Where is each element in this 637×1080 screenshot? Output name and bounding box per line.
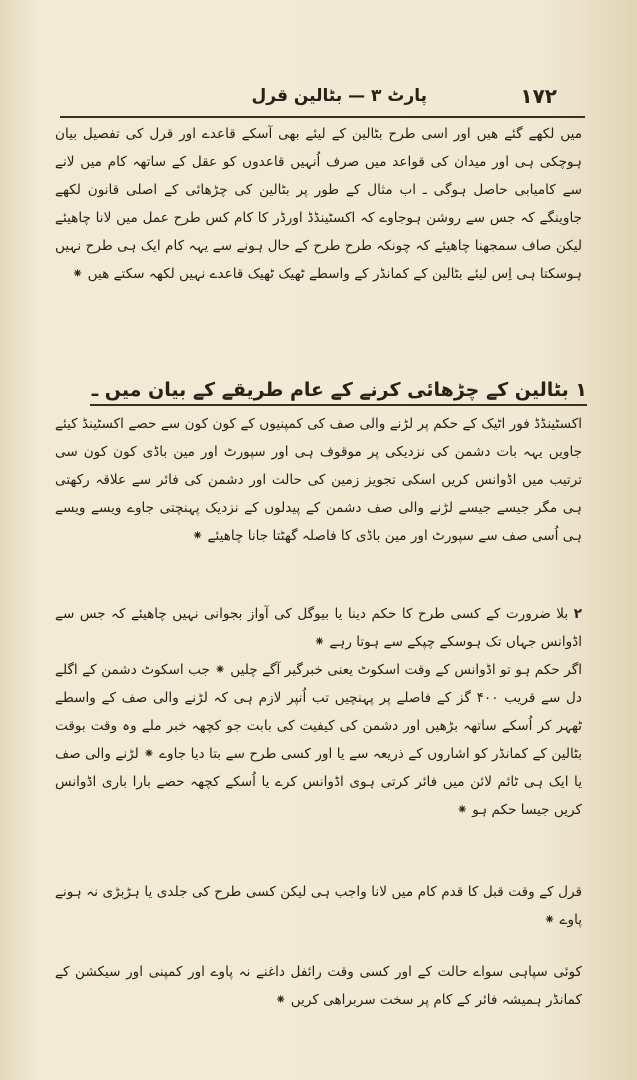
paragraph-4: [55, 878, 582, 934]
paragraph-5-text: کوئی سپاہی سواے حالت کے اور کسی وقت رائفل داغنے نہ پاوے اور کمپنی اور سیکشن کے کمانڈر ہمیشہ فائر کے کام پر سخت سربراھی کریں ⁕: [55, 964, 582, 1008]
header-rule: [60, 116, 585, 118]
running-head: پارٹ ۳ — بٹالین قرل: [251, 86, 427, 106]
paragraph-3-text: اگر حکم ہو تو اڈوانس کے وقت اسکوٹ یعنی خبرگیر آگے چلیں ⁕ جب اسکوٹ دشمن کے اگلے دل سے قریب ۴۰۰ گز کے فاصلے پر پہنچیں تب اُنپر لازم ہی کہ لڑنے والی صف کے واسطے ٹھہر کر اُسکے ساتھہ بڑھیں اور دشمن کی کیفیت کی بابت جو کچھہ خبر ملے وہ وقت بوقت بٹالین کے کمانڈر کو اشاروں کے ذریعہ سے یا اور کسی طرح سے بتا دیا جاوے ⁕ لڑنے والی صف یا ایک ہی ٹائم لائن میں فائر کرتی ہوی اڈوانس کرے یا اُسکے کچھہ حصے بارا باری اڈوانس کریں جیسا حکم ہو ⁕: [55, 662, 582, 818]
paragraph-1: [55, 410, 582, 550]
page-number: ۱۷۲: [520, 84, 557, 108]
intro-paragraph: [55, 120, 582, 288]
section-heading-underline: [90, 404, 587, 406]
paragraph-2: [55, 600, 582, 656]
paragraph-5: [55, 958, 582, 1014]
paragraph-2-marker: ۲: [573, 606, 582, 622]
paragraph-1-text: اکسٹینڈڈ فور اٹیک کے حکم پر لڑنے والی صف کی کمپنیوں کے کون کون سے حصے اکسٹینڈ کیئے جاویں یہہ بات دشمن کی نزدیکی پر موقوف ہی اور سپورٹ اور مین باڈی کون کون سی ترتیب میں اڈوانس کریں اسکی تجویز زمین کی حالت اور دشمن کی فائر سے علاقہ رکھتی ہی مگر جیسے جیسے لڑنے والی صف دشمن کے پیدلوں کے نزدیک پہنچتی جاوے ویسے ویسے ہی اُسی صف سے سپورٹ اور مین باڈی کا فاصلہ گھٹتا جانا چاھیئے ⁕: [55, 416, 582, 544]
intro-text: میں لکھے گئے ھیں اور اسی طرح بٹالین کے لیئے بھی آسکے قاعدے اور قرل کی تفصیل بیان ہوچکی ہی اور میدان کی قواعد میں صرف اُنہیں قاعدوں کو عقل کے ساتھہ کام میں لانے سے کامیابی حاصل ہوگی ـ اب مثال کے طور پر بٹالین کی چڑھائی کے اصلی قانون لکھے جاوینگے کہ جس سے روشن ہوجاوے کہ اکسٹینڈڈ اورڈر کا کام کس طرح عمل میں لانا چاھیئے لیکن صاف سمجھنا چاھیئے کہ چونکہ طرح طرح کے حال ہونے سے یہہ کام ایک ہی طرح نہیں ہوسکتا ہی اِس لیئے بٹالین کے کمانڈر کے واسطے ٹھیک ٹھیک قاعدے نہیں لکھہ سکتے ھیں ⁕: [55, 126, 582, 282]
paragraph-2-text: بلا ضرورت کے کسی طرح کا حکم دینا یا بیوگل کی آواز بجوانی نہیں چاھیئے کہ جس سے اڈوانس جہاں تک ہوسکے چپکے سے ہوتا رہے ⁕: [55, 606, 582, 650]
paragraph-3: [55, 656, 582, 824]
paragraph-4-text: قرل کے وقت قبل کا قدم کام میں لانا واجب ہی لیکن کسی طرح کی جلدی یا ہڑبڑی نہ ہونے پاوے ⁕: [55, 884, 582, 928]
section-heading: ۱ بٹالین کے چڑھائی کرنے کے عام طریقے کے بیان میں ـ: [91, 379, 587, 401]
